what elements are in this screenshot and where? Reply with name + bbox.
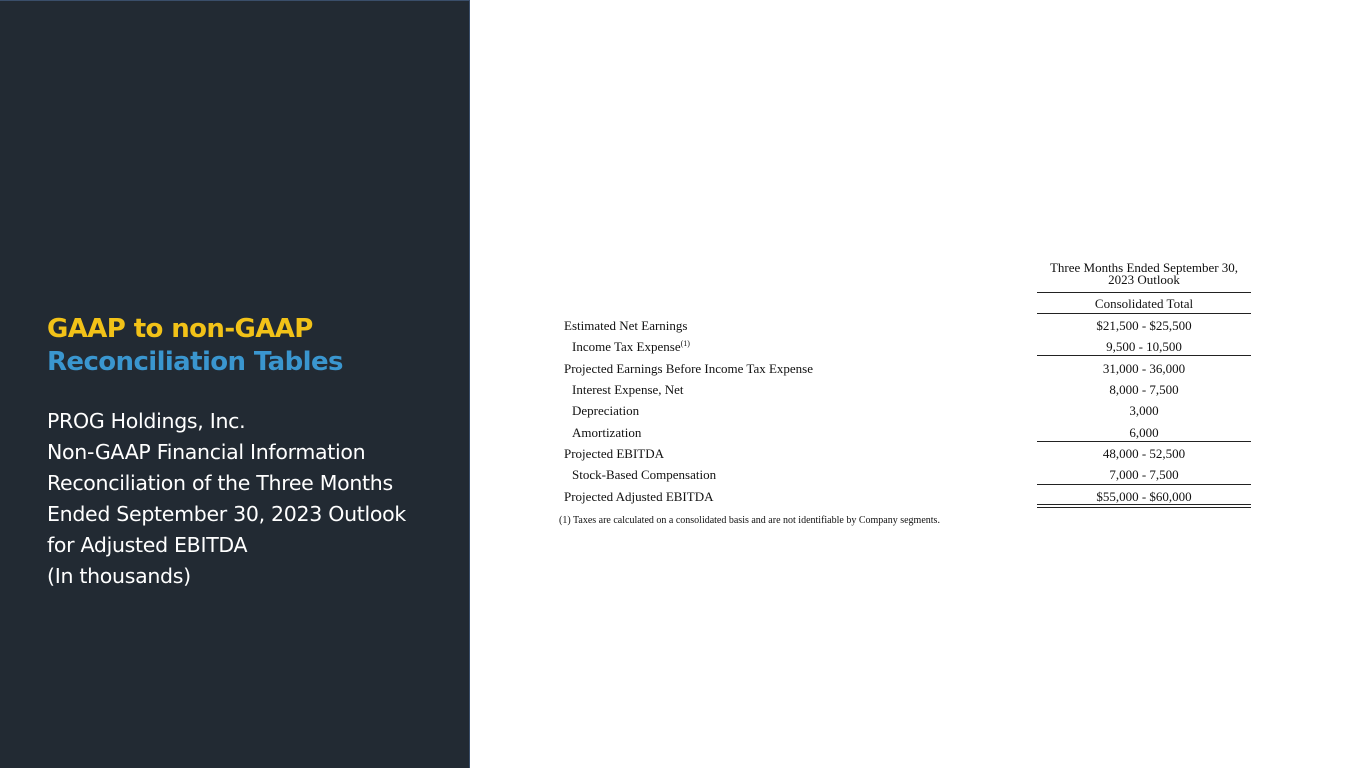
title-line-1: GAAP to non-GAAP bbox=[47, 314, 313, 344]
row-value-projected-earnings-before-tax: 31,000 - 36,000 bbox=[1102, 361, 1186, 376]
row-label-estimated-net-earnings: Estimated Net Earnings bbox=[564, 318, 688, 333]
column-subheader: Consolidated Total bbox=[1094, 296, 1194, 311]
row-value-amortization: 6,000 bbox=[1129, 425, 1159, 440]
row-label-projected-adjusted-ebitda: Projected Adjusted EBITDA bbox=[564, 489, 714, 504]
row-value-projected-adjusted-ebitda: $55,000 - $60,000 bbox=[1096, 489, 1192, 504]
row-label-interest-expense: Interest Expense, Net bbox=[572, 382, 684, 397]
description-line: Non-GAAP Financial Information bbox=[47, 440, 366, 464]
row-label-stock-based-compensation: Stock-Based Compensation bbox=[572, 467, 717, 482]
row-value-interest-expense: 8,000 - 7,500 bbox=[1109, 382, 1179, 397]
description-line: Ended September 30, 2023 Outlook bbox=[47, 502, 406, 526]
row-value-estimated-net-earnings: $21,500 - $25,500 bbox=[1096, 318, 1192, 333]
row-value-income-tax-expense: 9,500 - 10,500 bbox=[1106, 339, 1182, 354]
income-tax-label-text: Income Tax Expense bbox=[572, 339, 681, 354]
row-label-projected-earnings-before-tax: Projected Earnings Before Income Tax Expense bbox=[564, 361, 814, 376]
row-label-income-tax-expense bbox=[572, 339, 690, 355]
row-value-depreciation: 3,000 bbox=[1129, 403, 1159, 418]
subtotal-rule bbox=[1037, 355, 1251, 356]
units-note: (In thousands) bbox=[47, 564, 191, 588]
subtotal-rule bbox=[1037, 441, 1251, 442]
footnote-marker: (1) bbox=[680, 339, 690, 348]
subheader-rule bbox=[1037, 313, 1251, 314]
description-line: Reconciliation of the Three Months bbox=[47, 471, 393, 495]
subtotal-rule bbox=[1037, 484, 1251, 485]
row-label-amortization: Amortization bbox=[572, 425, 642, 440]
row-value-projected-ebitda: 48,000 - 52,500 bbox=[1102, 446, 1186, 461]
column-header-line-1: Three Months Ended September 30, bbox=[1049, 260, 1239, 275]
column-header-line-2: 2023 Outlook bbox=[1108, 272, 1180, 287]
title-line-2: Reconciliation Tables bbox=[47, 347, 343, 377]
row-value-stock-based-compensation: 7,000 - 7,500 bbox=[1109, 467, 1179, 482]
table-footnote: (1) Taxes are calculated on a consolidated basis and are not identifiable by Company segments. bbox=[559, 515, 940, 526]
row-label-depreciation: Depreciation bbox=[572, 403, 640, 418]
column-header bbox=[1037, 262, 1251, 286]
total-double-rule bbox=[1037, 504, 1251, 508]
header-rule bbox=[1037, 292, 1251, 293]
company-name: PROG Holdings, Inc. bbox=[47, 409, 246, 433]
description-line: for Adjusted EBITDA bbox=[47, 533, 248, 557]
row-label-projected-ebitda: Projected EBITDA bbox=[564, 446, 665, 461]
